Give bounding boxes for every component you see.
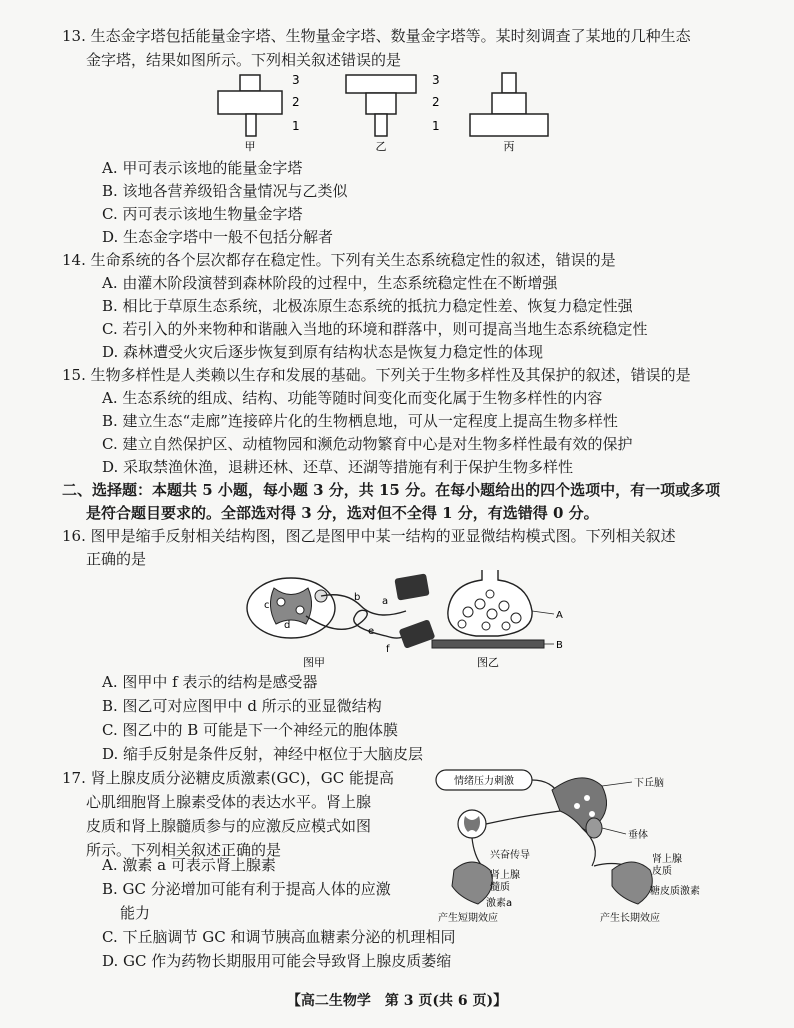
medulla-label-line2: 髓质 bbox=[490, 882, 510, 893]
muscle-effector bbox=[399, 619, 436, 649]
cortex-label-line1: 肾上腺 bbox=[652, 854, 682, 865]
q15-option-b[interactable]: B. 建立生态“走廊”连接碎片化的生物栖息地，可从一定程度上提高生物多样性 bbox=[102, 412, 618, 430]
q15-option-c[interactable]: C. 建立自然保护区、动植物园和濒危动物繁育中心是对生物多样性最有效的保护 bbox=[102, 435, 633, 453]
q15-stem: 15. 生物多样性是人类赖以生存和发展的基础。下列关于生物多样性及其保护的叙述，错误的是 bbox=[62, 366, 691, 384]
pyramid-yi-level-3 bbox=[346, 75, 416, 93]
q14-option-c[interactable]: C. 若引入的外来物种和谐融入当地的环境和群落中，则可提高当地生态系统稳定性 bbox=[102, 320, 648, 338]
pyramid-jia-level-2 bbox=[218, 91, 282, 114]
pyramid-jia-label-1: 1 bbox=[292, 119, 300, 133]
medulla-label-line1: 肾上腺 bbox=[490, 870, 520, 881]
neuron-body-1 bbox=[277, 598, 285, 606]
pyramid-jia-level-1 bbox=[246, 114, 256, 136]
q13-option-b[interactable]: B. 该地各营养级铅含量情况与乙类似 bbox=[102, 182, 348, 200]
q17-option-a[interactable]: A. 激素 a 可表示肾上腺素 bbox=[102, 856, 276, 874]
reflex-label-c: c bbox=[264, 600, 270, 611]
q15-option-a[interactable]: A. 生态系统的组成、结构、功能等随时间变化而变化属于生物多样性的内容 bbox=[102, 389, 603, 407]
reflex-label-f: f bbox=[386, 644, 390, 655]
hormone-a-label: 激素a bbox=[486, 898, 513, 909]
q17-option-d[interactable]: D. GC 作为药物长期服用可能会导致肾上腺皮质萎缩 bbox=[102, 952, 452, 970]
pituitary-shape bbox=[586, 818, 602, 838]
stimulus-label: 情绪压力刺激 bbox=[454, 776, 514, 787]
reflex-label-a: a bbox=[382, 596, 389, 607]
q13-option-a[interactable]: A. 甲可表示该地的能量金字塔 bbox=[102, 159, 303, 177]
figure-jia-caption: 图甲 bbox=[303, 656, 325, 669]
reflex-arc-diagram bbox=[247, 573, 435, 669]
pituitary-label: 垂体 bbox=[628, 830, 648, 841]
section2-instructions-line1: 二、选择题：本题共 5 小题，每小题 3 分，共 15 分。在每小题给出的四个选项中，有一项或多项 bbox=[62, 481, 721, 499]
q16-option-b[interactable]: B. 图乙可对应图甲中 d 所示的亚显微结构 bbox=[102, 697, 382, 715]
pyramid-yi-label-1: 1 bbox=[432, 119, 440, 133]
q13-option-d[interactable]: D. 生态金字塔中一般不包括分解者 bbox=[102, 228, 334, 246]
reflex-label-e: e bbox=[368, 626, 375, 637]
long-effect-label: 产生长期效应 bbox=[600, 913, 660, 924]
pyramid-yi-level-1 bbox=[375, 114, 387, 136]
pyramid-bing-level-1 bbox=[470, 114, 548, 136]
pyramid-bing-level-3 bbox=[502, 73, 516, 93]
pyramid-yi-label-3: 3 bbox=[432, 73, 440, 87]
q17-stem-line3: 皮质和肾上腺髓质参与的应激反应模式如图 bbox=[86, 817, 372, 835]
q16-stem-line1: 16. 图甲是缩手反射相关结构图，图乙是图甲中某一结构的亚显微结构模式图。下列相关叙述 bbox=[62, 527, 676, 545]
figure-yi-caption: 图乙 bbox=[477, 656, 499, 669]
q17-stress-figure bbox=[432, 766, 738, 924]
q17-option-b[interactable]: B. GC 分泌增加可能有利于提高人体的应激 bbox=[102, 880, 391, 898]
q16-option-c[interactable]: C. 图乙中的 B 可能是下一个神经元的胞体膜 bbox=[102, 721, 399, 739]
q14-option-d[interactable]: D. 森林遭受火灾后逐步恢复到原有结构状态是恢复力稳定性的体现 bbox=[102, 343, 544, 361]
pyramid-jia-name: 甲 bbox=[244, 140, 256, 153]
q15-option-d[interactable]: D. 采取禁渔休渔，退耕还林、还草、还湖等措施有利于保护生物多样性 bbox=[102, 458, 574, 476]
q17-stem-line1: 17. 肾上腺皮质分泌糖皮质激素(GC)，GC 能提高 bbox=[62, 769, 395, 787]
synapse-label-a: A bbox=[556, 610, 563, 621]
cortex-label-line2: 皮质 bbox=[652, 866, 672, 877]
q14-option-a[interactable]: A. 由灌木阶段演替到森林阶段的过程中，生态系统稳定性在不断增强 bbox=[102, 274, 558, 292]
page-footer: 【高二生物学 第 3 页(共 6 页)】 bbox=[286, 993, 508, 1009]
postsynaptic-membrane bbox=[432, 640, 544, 648]
adrenal-cortex-shape bbox=[612, 862, 652, 904]
pyramid-bing-name: 丙 bbox=[503, 140, 515, 153]
q17-option-b-cont: 能力 bbox=[120, 904, 151, 922]
hypothalamus-label: 下丘脑 bbox=[634, 778, 664, 789]
gc-label: 糖皮质激素 bbox=[650, 886, 700, 897]
pyramid-yi-label-2: 2 bbox=[432, 95, 440, 109]
pyramid-jia-label-2: 2 bbox=[292, 95, 300, 109]
q17-stem-line2: 心肌细胞肾上腺素受体的表达水平。肾上腺 bbox=[86, 793, 372, 811]
q13-stem-line1: 13. 生态金字塔包括能量金字塔、生物量金字塔、数量金字塔等。某时刻调查了某地的几种生态 bbox=[62, 27, 691, 45]
pyramid-jia-level-3 bbox=[240, 75, 260, 91]
q16-stem-line2: 正确的是 bbox=[86, 550, 147, 568]
reflex-label-b: b bbox=[354, 592, 361, 603]
q14-stem: 14. 生命系统的各个层次都存在稳定性。下列有关生态系统稳定性的叙述，错误的是 bbox=[62, 251, 616, 269]
pyramid-yi-level-2 bbox=[366, 93, 396, 114]
q17-stem-line4: 所示。下列相关叙述正确的是 bbox=[86, 841, 282, 859]
q13-stem-line2: 金字塔，结果如图所示。下列相关叙述错误的是 bbox=[86, 51, 402, 69]
q16-option-d[interactable]: D. 缩手反射是条件反射，神经中枢位于大脑皮层 bbox=[102, 745, 424, 763]
q16-figure bbox=[236, 566, 566, 670]
neuron-body-2 bbox=[296, 606, 304, 614]
pyramid-jia-label-3: 3 bbox=[292, 73, 300, 87]
q16-option-a[interactable]: A. 图甲中 f 表示的结构是感受器 bbox=[102, 673, 318, 691]
transmission-label: 兴奋传导 bbox=[490, 850, 530, 861]
synapse-diagram bbox=[432, 570, 563, 669]
neural-path-1 bbox=[486, 811, 560, 824]
q17-option-c[interactable]: C. 下丘脑调节 GC 和调节胰高血糖素分泌的机理相同 bbox=[102, 928, 456, 946]
section2-instructions-line2: 是符合题目要求的。全部选对得 3 分，选对但不全得 1 分，有选错得 0 分。 bbox=[86, 504, 599, 522]
skin-receptor bbox=[394, 573, 429, 600]
q13-pyramid-figure bbox=[210, 68, 550, 156]
q14-option-b[interactable]: B. 相比于草原生态系统，北极冻原生态系统的抵抗力稳定性差、恢复力稳定性强 bbox=[102, 297, 633, 315]
synapse-label-b: B bbox=[556, 640, 563, 651]
short-effect-label: 产生短期效应 bbox=[438, 913, 498, 924]
q13-option-c[interactable]: C. 丙可表示该地生物量金字塔 bbox=[102, 205, 303, 223]
pyramid-yi-name: 乙 bbox=[375, 140, 387, 153]
reflex-label-d: d bbox=[284, 620, 291, 631]
pyramid-bing-level-2 bbox=[492, 93, 526, 114]
